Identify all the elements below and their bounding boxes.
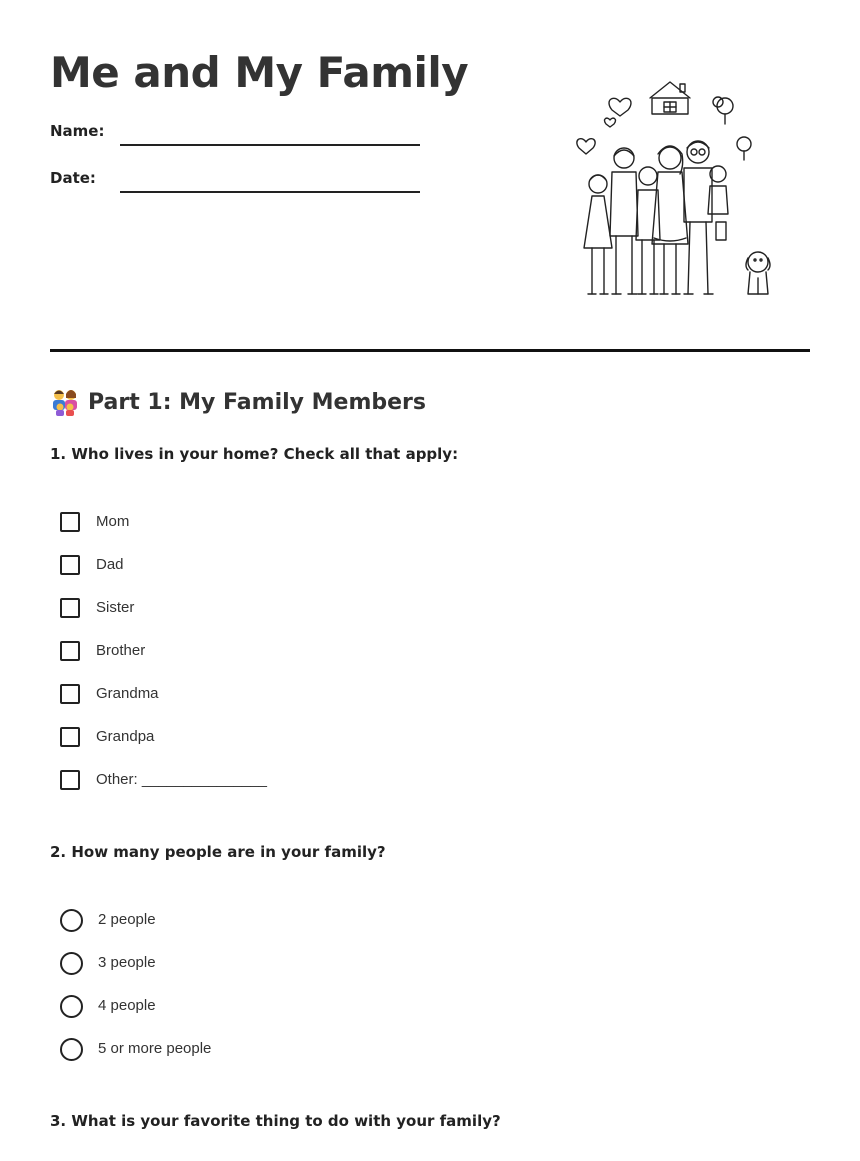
question-1: 1. Who lives in your home? Check all that apply: (50, 445, 459, 463)
family-emoji-icon (50, 388, 80, 416)
heart-icon (577, 139, 595, 154)
checkbox-option-grandma[interactable] (60, 683, 267, 726)
checkbox[interactable] (60, 641, 80, 661)
option-label: Other: _______________ (96, 771, 267, 788)
house-icon (650, 82, 690, 114)
dog-icon (746, 252, 770, 294)
girl-figure (584, 175, 612, 294)
checkbox-option-other[interactable] (60, 769, 267, 812)
tree-icon (737, 137, 751, 160)
option-label: Sister (96, 599, 135, 616)
radio-option-4-people[interactable] (60, 995, 211, 1038)
radio-button[interactable] (60, 1038, 83, 1061)
checkbox[interactable] (60, 770, 80, 790)
section-title-part-1 (50, 388, 426, 416)
date-blank-line[interactable] (120, 191, 420, 193)
option-label: 5 or more people (98, 1040, 212, 1057)
tree-icon (713, 97, 733, 124)
section-title-text: Part 1: My Family Members (88, 389, 427, 415)
option-label: 3 people (98, 954, 156, 971)
option-label: Mom (96, 513, 130, 530)
option-label: Grandma (96, 685, 159, 702)
checkbox-option-sister[interactable] (60, 597, 267, 640)
option-label: Dad (96, 556, 124, 573)
question-1-options (60, 511, 267, 812)
checkbox-option-mom[interactable] (60, 511, 267, 554)
option-label: 2 people (98, 911, 156, 928)
question-3: 3. What is your favorite thing to do with your family? (50, 1112, 501, 1130)
page-title: Me and My Family (50, 48, 469, 97)
name-field-row (50, 118, 420, 148)
family-illustration-icon (570, 72, 780, 307)
checkbox-option-dad[interactable] (60, 554, 267, 597)
checkbox[interactable] (60, 555, 80, 575)
option-label: Brother (96, 642, 146, 659)
date-label: Date: (50, 169, 96, 187)
radio-option-2-people[interactable] (60, 909, 211, 952)
name-blank-line[interactable] (120, 144, 420, 146)
checkbox[interactable] (60, 512, 80, 532)
checkbox-option-grandpa[interactable] (60, 726, 267, 769)
checkbox[interactable] (60, 684, 80, 704)
radio-option-5-or-more[interactable] (60, 1038, 211, 1081)
dad-figure (684, 141, 713, 294)
question-2: 2. How many people are in your family? (50, 843, 386, 861)
radio-button[interactable] (60, 995, 83, 1018)
heart-icon (609, 98, 631, 116)
option-label: Grandpa (96, 728, 155, 745)
radio-button[interactable] (60, 952, 83, 975)
checkbox[interactable] (60, 727, 80, 747)
radio-option-3-people[interactable] (60, 952, 211, 995)
date-field-row (50, 165, 420, 195)
radio-button[interactable] (60, 909, 83, 932)
option-label: 4 people (98, 997, 156, 1014)
section-divider (50, 349, 810, 352)
mom-figure (652, 146, 688, 294)
question-2-options (60, 909, 211, 1081)
heart-icon (605, 118, 616, 127)
small-girl-figure (708, 166, 728, 240)
name-label: Name: (50, 122, 105, 140)
boy-figure (610, 148, 638, 294)
checkbox[interactable] (60, 598, 80, 618)
checkbox-option-brother[interactable] (60, 640, 267, 683)
